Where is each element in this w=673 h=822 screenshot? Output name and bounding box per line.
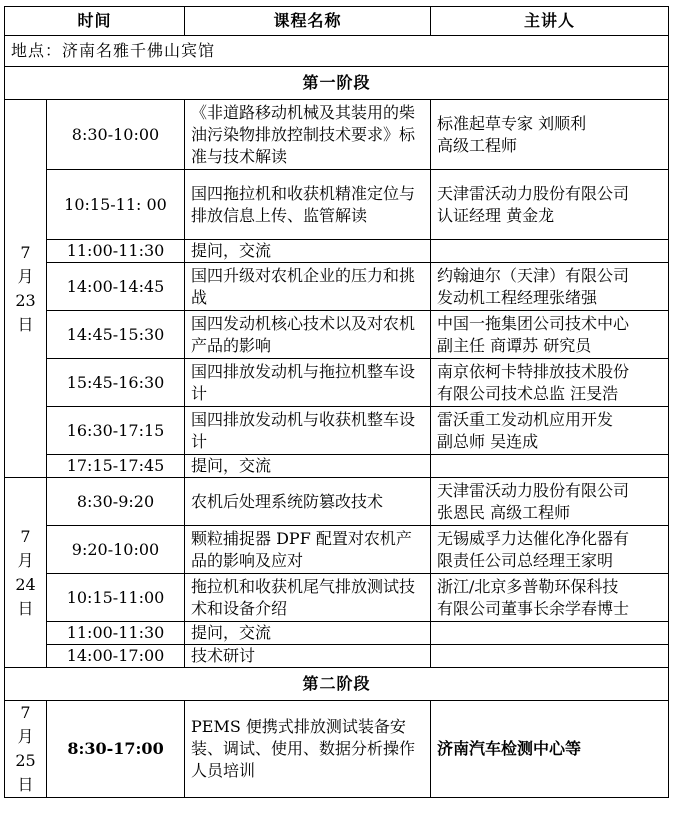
session-speaker: 济南汽车检测中心等 [431,701,669,798]
location-row [5,36,669,67]
schedule-row [5,311,669,359]
date-part: 7 [20,703,31,722]
speaker-line: 副主任 商谭苏 研究员 [437,335,592,355]
session-course: 国四排放发动机与收获机整车设计 [185,407,431,455]
speaker-line: 有限公司技术总监 汪旻浩 [437,383,619,403]
phase-row [5,67,669,100]
speaker-line: 天津雷沃动力股份有限公司 [437,183,630,203]
day3-date [5,701,47,798]
session-time: 15:45-16:30 [47,359,185,407]
session-course: 国四升级对农机企业的压力和挑战 [185,263,431,311]
speaker-line: 约翰迪尔（天津）有限公司 [437,265,630,285]
session-course: 国四排放发动机与拖拉机整车设计 [185,359,431,407]
date-part: 日 [17,314,34,334]
session-course: 国四拖拉机和收获机精准定位与排放信息上传、监管解读 [185,170,431,240]
session-speaker [431,622,669,645]
speaker-line: 有限公司董事长余学春博士 [437,598,630,618]
schedule-row [5,100,669,170]
session-time: 11:00-11:30 [47,240,185,263]
speaker-line: 浙江/北京多普勒环保科技 [437,576,619,596]
session-time: 8:30-9:20 [47,478,185,526]
speaker-line: 南京依柯卡特排放技术股份 [437,361,630,381]
session-speaker [431,645,669,668]
session-speaker [431,526,669,574]
date-part: 24 [15,574,36,594]
date-part: 7 [20,526,31,546]
schedule-row [5,701,669,798]
session-time: 10:15-11:00 [47,574,185,622]
session-course: 农机后处理系统防篡改技术 [185,478,431,526]
speaker-line: 认证经理 黄金龙 [437,205,555,225]
schedule-table [4,6,669,798]
session-time: 9:20-10:00 [47,526,185,574]
speaker-line: 张恩民 高级工程师 [437,502,571,522]
schedule-row [5,526,669,574]
speaker-line: 标准起草专家 刘顺利 [437,113,587,133]
session-time: 8:30-10:00 [47,100,185,170]
session-course: 提问，交流 [185,455,431,478]
header-time: 时间 [5,7,185,36]
speaker-line: 雷沃重工发动机应用开发 [437,409,614,429]
session-time: 8:30-17:00 [47,701,185,798]
speaker-line: 高级工程师 [437,135,518,155]
schedule-row [5,263,669,311]
phase-1-title: 第一阶段 [5,67,669,100]
date-part: 25 [15,751,36,770]
date-part: 月 [17,727,34,746]
session-course: 拖拉机和收获机尾气排放测试技术和设备介绍 [185,574,431,622]
session-time: 17:15-17:45 [47,455,185,478]
schedule-row [5,622,669,645]
day2-date [5,478,47,668]
session-time: 10:15-11: 00 [47,170,185,240]
session-course: 提问，交流 [185,622,431,645]
speaker-line: 中国一拖集团公司技术中心 [437,313,630,333]
date-part: 23 [15,290,36,310]
session-time: 14:45-15:30 [47,311,185,359]
date-part: 7 [20,242,31,262]
schedule-row [5,574,669,622]
session-course: 国四发动机核心技术以及对农机产品的影响 [185,311,431,359]
schedule-row [5,645,669,668]
header-row [5,7,669,36]
session-course: 《非道路移动机械及其装用的柴油污染物排放控制技术要求》标准与技术解读 [185,100,431,170]
session-time: 11:00-11:30 [47,622,185,645]
date-part: 日 [17,775,34,794]
schedule-row [5,407,669,455]
date-part: 日 [17,598,34,618]
speaker-line: 限责任公司总经理王家明 [437,550,614,570]
phase-2-title: 第二阶段 [5,668,669,701]
schedule-row [5,359,669,407]
session-speaker [431,359,669,407]
speaker-line: 天津雷沃动力股份有限公司 [437,480,630,500]
session-time: 14:00-14:45 [47,263,185,311]
speaker-line: 无锡威孚力达催化净化器有 [437,528,630,548]
header-course: 课程名称 [185,7,431,36]
session-course: 颗粒捕捉器 DPF 配置对农机产品的影响及应对 [185,526,431,574]
schedule-row [5,240,669,263]
session-speaker [431,311,669,359]
speaker-line: 副总师 吴连成 [437,431,539,451]
day1-date [5,100,47,478]
session-speaker [431,478,669,526]
phase-row [5,668,669,701]
schedule-row [5,455,669,478]
session-time: 14:00-17:00 [47,645,185,668]
session-speaker [431,455,669,478]
date-part: 月 [17,550,34,570]
session-speaker [431,574,669,622]
header-speaker: 主讲人 [431,7,669,36]
session-speaker [431,263,669,311]
session-speaker [431,170,669,240]
session-course: 技术研讨 [185,645,431,668]
speaker-line: 发动机工程经理张绪强 [437,287,598,307]
schedule-row [5,170,669,240]
session-speaker [431,100,669,170]
session-speaker [431,407,669,455]
session-course: 提问，交流 [185,240,431,263]
date-part: 月 [17,266,34,286]
session-time: 16:30-17:15 [47,407,185,455]
schedule-row [5,478,669,526]
session-course: PEMS 便携式排放测试装备安装、调试、使用、数据分析操作人员培训 [185,701,431,798]
session-speaker [431,240,669,263]
location: 地点：济南名雅千佛山宾馆 [5,36,669,67]
